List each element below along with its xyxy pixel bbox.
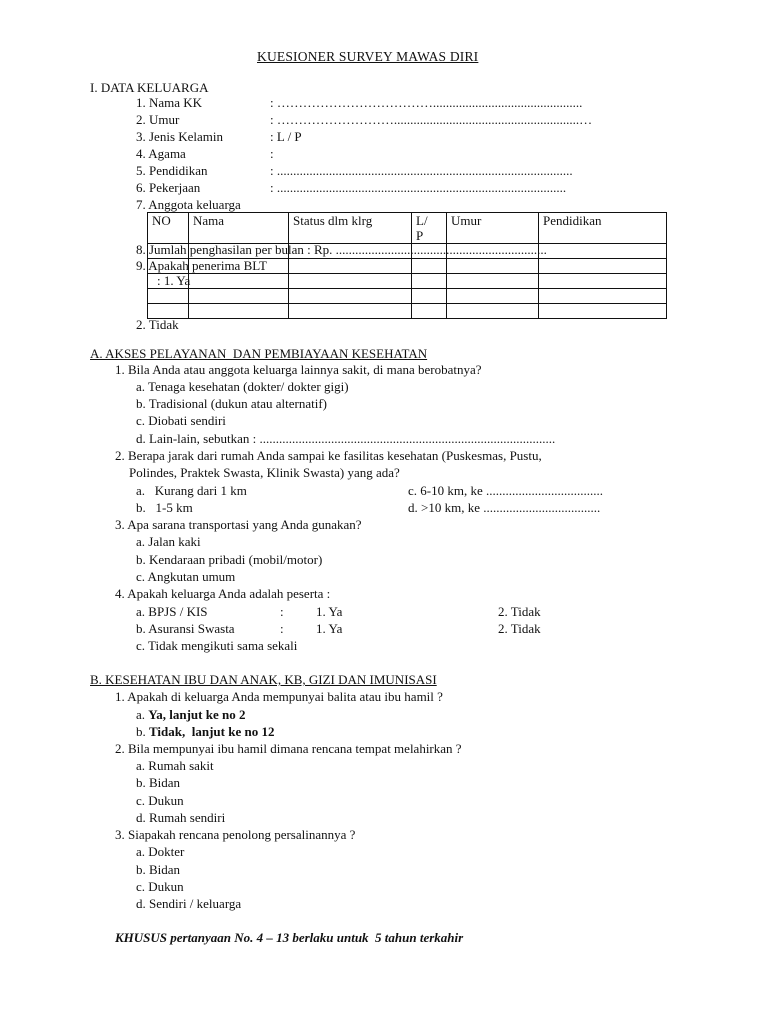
section-b-q2-option-b[interactable]: b. Bidan — [136, 775, 181, 790]
section-a-q1-option-b[interactable]: b. Tradisional (dukun atau alternatif) — [136, 396, 327, 411]
field-label-jenis-kelamin: 3. Jenis Kelamin — [136, 129, 224, 144]
section-a-q4-bpjs-colon: : — [280, 604, 284, 619]
table-header-lp: L/ P — [412, 213, 447, 244]
section-b-question-1: 1. Apakah di keluarga Anda mempunyai balita atau ibu hamil ? — [115, 689, 443, 704]
section-a-q4-bpjs-ya[interactable]: 1. Ya — [316, 604, 343, 619]
question-9-blt: 9. Apakah penerima BLT — [136, 258, 267, 273]
section-b-q3-option-c[interactable]: c. Dukun — [136, 879, 184, 894]
section-b-q3-option-d[interactable]: d. Sendiri / keluarga — [136, 896, 242, 911]
section-a-q3-option-b[interactable]: b. Kendaraan pribadi (mobil/motor) — [136, 552, 323, 567]
section-a-q4-asuransi-colon: : — [280, 621, 284, 636]
section-a-q4-bpjs-tidak[interactable]: 2. Tidak — [498, 604, 541, 619]
section-a-q3-option-c[interactable]: c. Angkutan umum — [136, 569, 236, 584]
section-b-q1-option-a[interactable] — [136, 707, 245, 723]
section-a-question-2-cont: Polindes, Praktek Swasta, Klinik Swasta) yang ada? — [129, 465, 400, 480]
field-label-pekerjaan: 6. Pekerjaan — [136, 180, 201, 195]
section-a-q1-option-d[interactable]: d. Lain-lain, sebutkan : ........................................................................................... — [136, 431, 556, 446]
table-header-umur: Umur — [447, 213, 539, 244]
field-label-anggota-keluarga: 7. Anggota keluarga — [136, 197, 241, 212]
section-a-question-1: 1. Bila Anda atau anggota keluarga lainnya sakit, di mana berobatnya? — [115, 362, 482, 377]
section-a-q2-option-a[interactable]: a. Kurang dari 1 km — [136, 483, 247, 498]
footer-note: KHUSUS pertanyaan No. 4 – 13 berlaku untuk 5 tahun terkahir — [115, 930, 464, 945]
question-9-option-tidak[interactable]: 2. Tidak — [136, 317, 179, 332]
option-text-ya: Ya, lanjut ke no 2 — [148, 707, 246, 722]
section-b-q2-option-d[interactable]: d. Rumah sendiri — [136, 810, 226, 825]
field-value-pendidikan[interactable]: : ........................................................................................... — [270, 163, 573, 178]
section-b-question-2: 2. Bila mempunyai ibu hamil dimana rencana tempat melahirkan ? — [115, 741, 462, 756]
section-a-q1-option-c[interactable]: c. Diobati sendiri — [136, 413, 226, 428]
section-a-question-3: 3. Apa sarana transportasi yang Anda gunakan? — [115, 517, 362, 532]
question-9-option-ya[interactable]: : 1. Ya — [157, 273, 191, 288]
table-header-nama: Nama — [189, 213, 289, 244]
field-value-jenis-kelamin[interactable]: : L / P — [270, 129, 302, 144]
section-heading-b: B. KESEHATAN IBU DAN ANAK, KB, GIZI DAN IMUNISASI — [90, 672, 437, 687]
option-text-tidak: Tidak, lanjut ke no 12 — [149, 724, 275, 739]
section-a-q2-option-d[interactable]: d. >10 km, ke .................................... — [408, 500, 601, 515]
section-b-question-3: 3. Siapakah rencana penolong persalinannya ? — [115, 827, 356, 842]
section-a-q4-asuransi-label: b. Asuransi Swasta — [136, 621, 235, 636]
option-prefix: b. — [136, 724, 149, 739]
field-value-nama-kk[interactable]: : ……………………………….............................................. — [270, 95, 583, 110]
section-a-q3-option-a[interactable]: a. Jalan kaki — [136, 534, 201, 549]
field-value-agama[interactable]: : — [270, 146, 274, 161]
section-a-q4-asuransi-ya[interactable]: 1. Ya — [316, 621, 343, 636]
table-row[interactable] — [148, 289, 667, 304]
section-a-q2-option-b[interactable]: b. 1-5 km — [136, 500, 193, 515]
field-label-pendidikan: 5. Pendidikan — [136, 163, 208, 178]
table-header-pendidikan: Pendidikan — [539, 213, 667, 244]
field-value-pekerjaan[interactable]: : ......................................................................................... — [270, 180, 567, 195]
section-a-question-2: 2. Berapa jarak dari rumah Anda sampai ke fasilitas kesehatan (Puskesmas, Pustu, — [115, 448, 542, 463]
section-b-q2-option-c[interactable]: c. Dukun — [136, 793, 184, 808]
page-title: KUESIONER SURVEY MAWAS DIRI — [257, 49, 479, 64]
section-a-q4-option-c[interactable]: c. Tidak mengikuti sama sekali — [136, 638, 298, 653]
option-prefix: a. — [136, 707, 149, 722]
section-a-q2-option-c[interactable]: c. 6-10 km, ke .................................... — [408, 483, 603, 498]
section-b-q2-option-a[interactable]: a. Rumah sakit — [136, 758, 214, 773]
question-8-penghasilan: 8. Jumlah penghasilan per bulan : Rp. ................................................................. — [136, 242, 547, 257]
section-heading-data-keluarga: I. DATA KELUARGA — [90, 80, 209, 95]
table-header-no: NO — [148, 213, 189, 244]
field-label-agama: 4. Agama — [136, 146, 186, 161]
field-value-umur[interactable]: : ……………………….........................................................… — [270, 112, 593, 127]
section-b-q3-option-a[interactable]: a. Dokter — [136, 844, 185, 859]
section-a-question-4: 4. Apakah keluarga Anda adalah peserta : — [115, 586, 331, 601]
section-b-q1-option-b[interactable] — [136, 724, 274, 740]
field-label-nama-kk: 1. Nama KK — [136, 95, 203, 110]
table-header-status: Status dlm klrg — [289, 213, 412, 244]
section-heading-a: A. AKSES PELAYANAN DAN PEMBIAYAAN KESEHATAN — [90, 346, 428, 361]
field-label-umur: 2. Umur — [136, 112, 180, 127]
section-a-q4-asuransi-tidak[interactable]: 2. Tidak — [498, 621, 541, 636]
table-row[interactable] — [148, 304, 667, 319]
section-a-q4-bpjs-label: a. BPJS / KIS — [136, 604, 208, 619]
table-row[interactable] — [148, 274, 667, 289]
section-b-q3-option-b[interactable]: b. Bidan — [136, 862, 181, 877]
section-a-q1-option-a[interactable]: a. Tenaga kesehatan (dokter/ dokter gigi) — [136, 379, 349, 394]
